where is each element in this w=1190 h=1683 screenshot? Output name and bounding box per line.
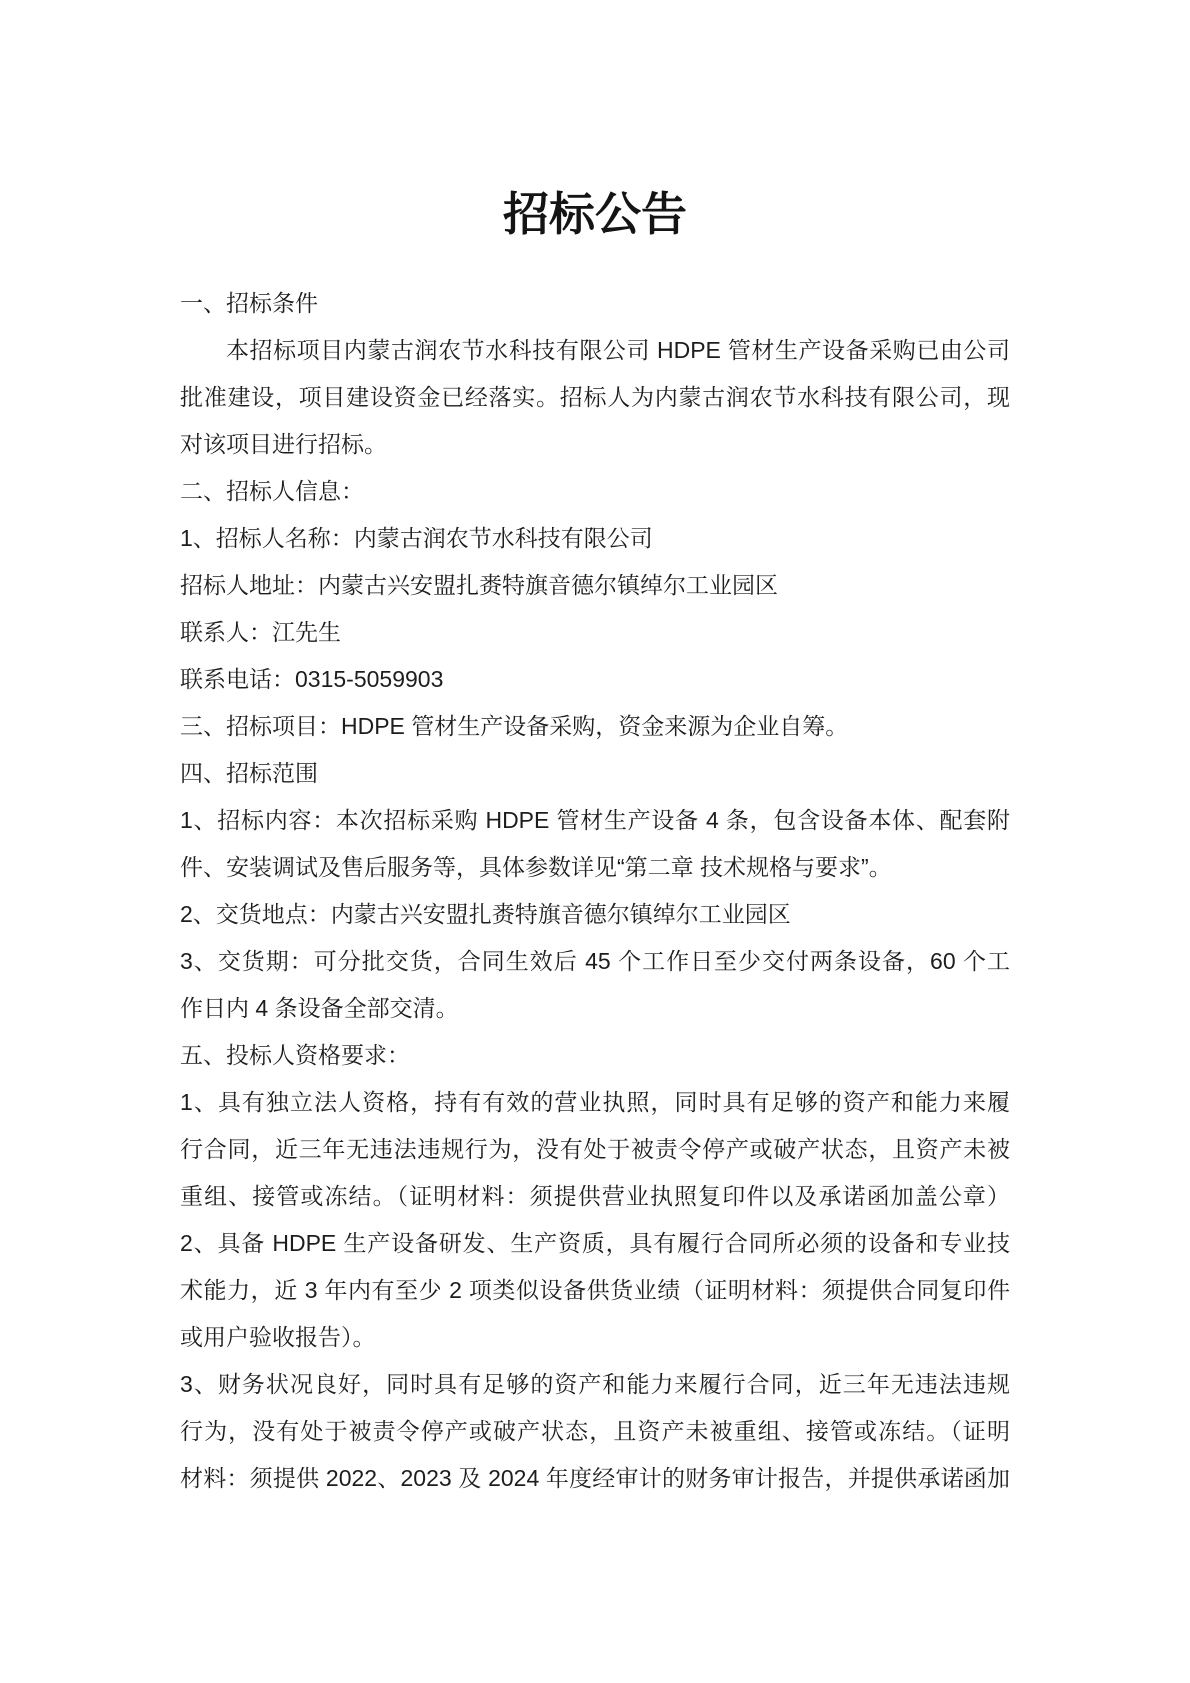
qualification-3-line-2: 行为，没有处于被责令停产或破产状态，且资产未被重组、接管或冻结。（证明 [180, 1418, 1010, 1444]
section-1-para-line-2: 批准建设，项目建设资金已经落实。招标人为内蒙古润农节水科技有限公司，现 [180, 384, 1010, 410]
section-1-para-line-1: 本招标项目内蒙古润农节水科技有限公司 HDPE 管材生产设备采购已由公司 [226, 337, 1010, 363]
qualification-1-line-2: 行合同，近三年无违法违规行为，没有处于被责令停产或破产状态，且资产未被 [180, 1136, 1010, 1162]
tender-content-line-2: 件、安装调试及售后服务等，具体参数详见“第二章 技术规格与要求”。 [180, 854, 892, 880]
tender-content-line-1: 1、招标内容：本次招标采购 HDPE 管材生产设备 4 条，包含设备本体、配套附 [180, 807, 1010, 833]
contact-phone-line: 联系电话：0315-5059903 [180, 666, 444, 692]
qualification-3-line-3: 材料：须提供 2022、2023 及 2024 年度经审计的财务审计报告，并提供承诺函加 [180, 1465, 1010, 1491]
document-title: 招标公告 [503, 189, 687, 240]
qualification-2-line-3: 或用户验收报告）。 [180, 1324, 376, 1350]
section-4-heading: 四、招标范围 [180, 760, 318, 786]
document-body [180, 280, 1010, 1502]
delivery-place-line: 2、交货地点：内蒙古兴安盟扎赉特旗音德尔镇绰尔工业园区 [180, 901, 791, 927]
section-1-heading: 一、招标条件 [180, 290, 318, 316]
qualification-3-line-1: 3、财务状况良好，同时具有足够的资产和能力来履行合同，近三年无违法违规 [180, 1371, 1010, 1397]
qualification-2-line-1: 2、具备 HDPE 生产设备研发、生产资质，具有履行合同所必须的设备和专业技 [180, 1230, 1010, 1256]
section-2-heading: 二、招标人信息： [180, 478, 364, 504]
qualification-1-line-1: 1、具有独立法人资格，持有有效的营业执照，同时具有足够的资产和能力来履 [180, 1089, 1010, 1115]
contact-person-line: 联系人：江先生 [180, 619, 341, 645]
delivery-period-line-1: 3、交货期：可分批交货，合同生效后 45 个工作日至少交付两条设备，60 个工 [180, 948, 1010, 974]
section-1-para-line-3: 对该项目进行招标。 [180, 431, 387, 457]
delivery-period-line-2: 作日内 4 条设备全部交清。 [180, 995, 459, 1021]
tenderer-address-line: 招标人地址：内蒙古兴安盟扎赉特旗音德尔镇绰尔工业园区 [180, 572, 778, 598]
tenderer-name-line: 1、招标人名称：内蒙古润农节水科技有限公司 [180, 525, 653, 551]
section-5-heading: 五、投标人资格要求： [180, 1042, 410, 1068]
qualification-2-line-2: 术能力，近 3 年内有至少 2 项类似设备供货业绩（证明材料：须提供合同复印件 [180, 1277, 1010, 1303]
section-3-heading: 三、招标项目：HDPE 管材生产设备采购，资金来源为企业自筹。 [180, 713, 849, 739]
qualification-1-line-3: 重组、接管或冻结。（证明材料：须提供营业执照复印件以及承诺函加盖公章） [180, 1183, 1010, 1209]
